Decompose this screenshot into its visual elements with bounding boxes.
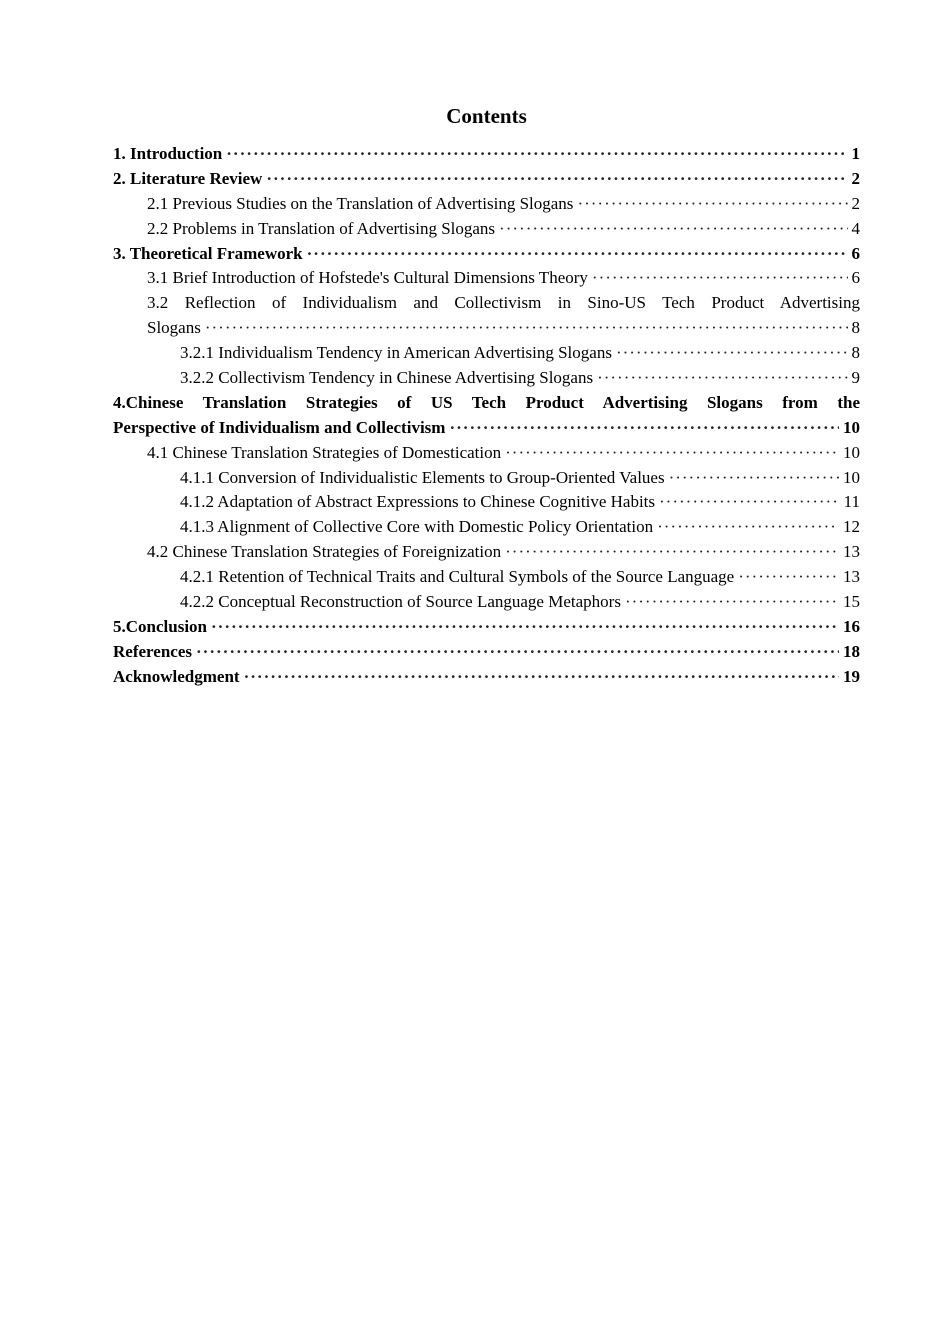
dot-leader <box>307 242 848 267</box>
toc-entry-label-line2: Slogans <box>147 318 201 338</box>
toc-entry-label: References <box>113 641 192 661</box>
toc-entry-label: 4.1.2 Adaptation of Abstract Expressions to Chinese Cognitive Habits <box>180 492 656 512</box>
dot-leader <box>577 192 847 217</box>
toc-page-number: 13 <box>843 542 860 562</box>
toc-entry[interactable] <box>113 665 860 690</box>
toc-entry-label: 2.1 Previous Studies on the Translation of Advertising Slogans <box>147 193 574 213</box>
toc-entry-label: 1. Introduction <box>113 144 223 163</box>
toc-entry-label-line2: Perspective of Individualism and Collectivism <box>113 417 446 437</box>
toc-entry-label: 2.2 Problems in Translation of Advertising Slogans <box>147 218 496 238</box>
toc-page-number: 8 <box>851 318 860 338</box>
toc-page-number: 16 <box>843 616 860 636</box>
toc-entry[interactable] <box>113 466 860 491</box>
dot-leader <box>266 167 847 192</box>
toc-entry[interactable] <box>113 540 860 565</box>
toc-entry[interactable] <box>113 515 860 540</box>
toc-entry[interactable] <box>113 366 860 391</box>
toc-entry[interactable] <box>113 217 860 242</box>
dot-leader <box>244 665 839 690</box>
toc-page-number: 10 <box>843 417 860 437</box>
toc-entry[interactable] <box>113 590 860 615</box>
toc-entry[interactable] <box>113 266 860 291</box>
toc-page-number: 6 <box>851 268 860 288</box>
dot-leader <box>597 366 847 391</box>
toc-page-number: 4 <box>851 218 860 238</box>
toc-entry-label: 2. Literature Review <box>113 168 263 188</box>
toc-entry[interactable] <box>113 167 860 192</box>
toc-page-number: 2 <box>851 168 860 188</box>
toc-page-number: 12 <box>843 517 860 537</box>
toc-entry-label: 4.2.2 Conceptual Reconstruction of Source Language Metaphors <box>180 592 621 612</box>
toc-page-number: 2 <box>851 193 860 213</box>
toc-entry[interactable] <box>113 142 860 167</box>
toc-entry[interactable] <box>113 565 860 590</box>
toc-entry-label: 3.1 Brief Introduction of Hofstede's Cultural Dimensions Theory <box>147 268 588 288</box>
toc-entry-label: 4.1 Chinese Translation Strategies of Domestication <box>147 442 502 462</box>
toc-title: Contents <box>446 104 527 128</box>
toc-entry-label-line1: 4.Chinese Translation Strategies of US Tech Product Advertising Slogans from the <box>113 392 860 412</box>
dot-leader <box>499 217 847 242</box>
toc-page-number: 15 <box>843 592 860 612</box>
toc-entry-label: 4.1.3 Alignment of Collective Core with Domestic Policy Orientation <box>180 517 654 537</box>
toc-entry[interactable] <box>113 391 860 441</box>
dot-leader <box>592 266 848 291</box>
dot-leader <box>616 341 848 366</box>
toc-entry[interactable] <box>113 615 860 640</box>
toc-entry[interactable] <box>113 192 860 217</box>
dot-leader <box>657 515 839 540</box>
toc-entry-label: Acknowledgment <box>113 666 240 686</box>
toc-entry-label-line1: 3.2 Reflection of Individualism and Collectivism in Sino-US Tech Product Advertising <box>147 293 860 313</box>
toc-page-number: 8 <box>851 343 860 363</box>
toc-page-number: 6 <box>851 243 860 263</box>
toc-entry[interactable] <box>113 441 860 466</box>
dot-leader <box>211 615 839 640</box>
toc-page-number: 19 <box>843 666 860 686</box>
toc-page-number: 9 <box>851 368 860 388</box>
dot-leader <box>669 466 839 491</box>
toc-page-number: 13 <box>843 567 860 587</box>
toc-entry-label: 3. Theoretical Framework <box>113 243 303 263</box>
toc-entry-label: 3.2.2 Collectivism Tendency in Chinese Advertising Slogans <box>180 368 594 388</box>
toc-entry-label: 3.2.1 Individualism Tendency in American Advertising Slogans <box>180 343 612 363</box>
table-of-contents <box>113 142 860 690</box>
toc-entry-label: 4.1.1 Conversion of Individualistic Elements to Group-Oriented Values <box>180 467 665 487</box>
dot-leader <box>226 142 847 167</box>
toc-entry-label: 4.2 Chinese Translation Strategies of Foreignization <box>147 542 502 562</box>
dot-leader <box>738 565 839 590</box>
toc-entry-label: 5.Conclusion <box>113 616 207 636</box>
toc-page-number: 11 <box>843 492 860 512</box>
dot-leader <box>196 640 839 665</box>
toc-entry[interactable] <box>113 291 860 341</box>
dot-leader <box>205 316 848 341</box>
toc-entry[interactable] <box>113 490 860 515</box>
toc-entry-label: 4.2.1 Retention of Technical Traits and Cultural Symbols of the Source Language <box>180 567 735 587</box>
dot-leader <box>505 540 839 565</box>
toc-entry[interactable] <box>113 242 860 267</box>
toc-page-number: 1 <box>851 144 860 163</box>
toc-page-number: 10 <box>843 442 860 462</box>
toc-entry[interactable] <box>113 341 860 366</box>
dot-leader <box>625 590 839 615</box>
dot-leader <box>449 416 839 441</box>
dot-leader <box>505 441 839 466</box>
toc-page-number: 18 <box>843 641 860 661</box>
dot-leader <box>659 490 840 515</box>
toc-entry[interactable] <box>113 640 860 665</box>
toc-page-number: 10 <box>843 467 860 487</box>
